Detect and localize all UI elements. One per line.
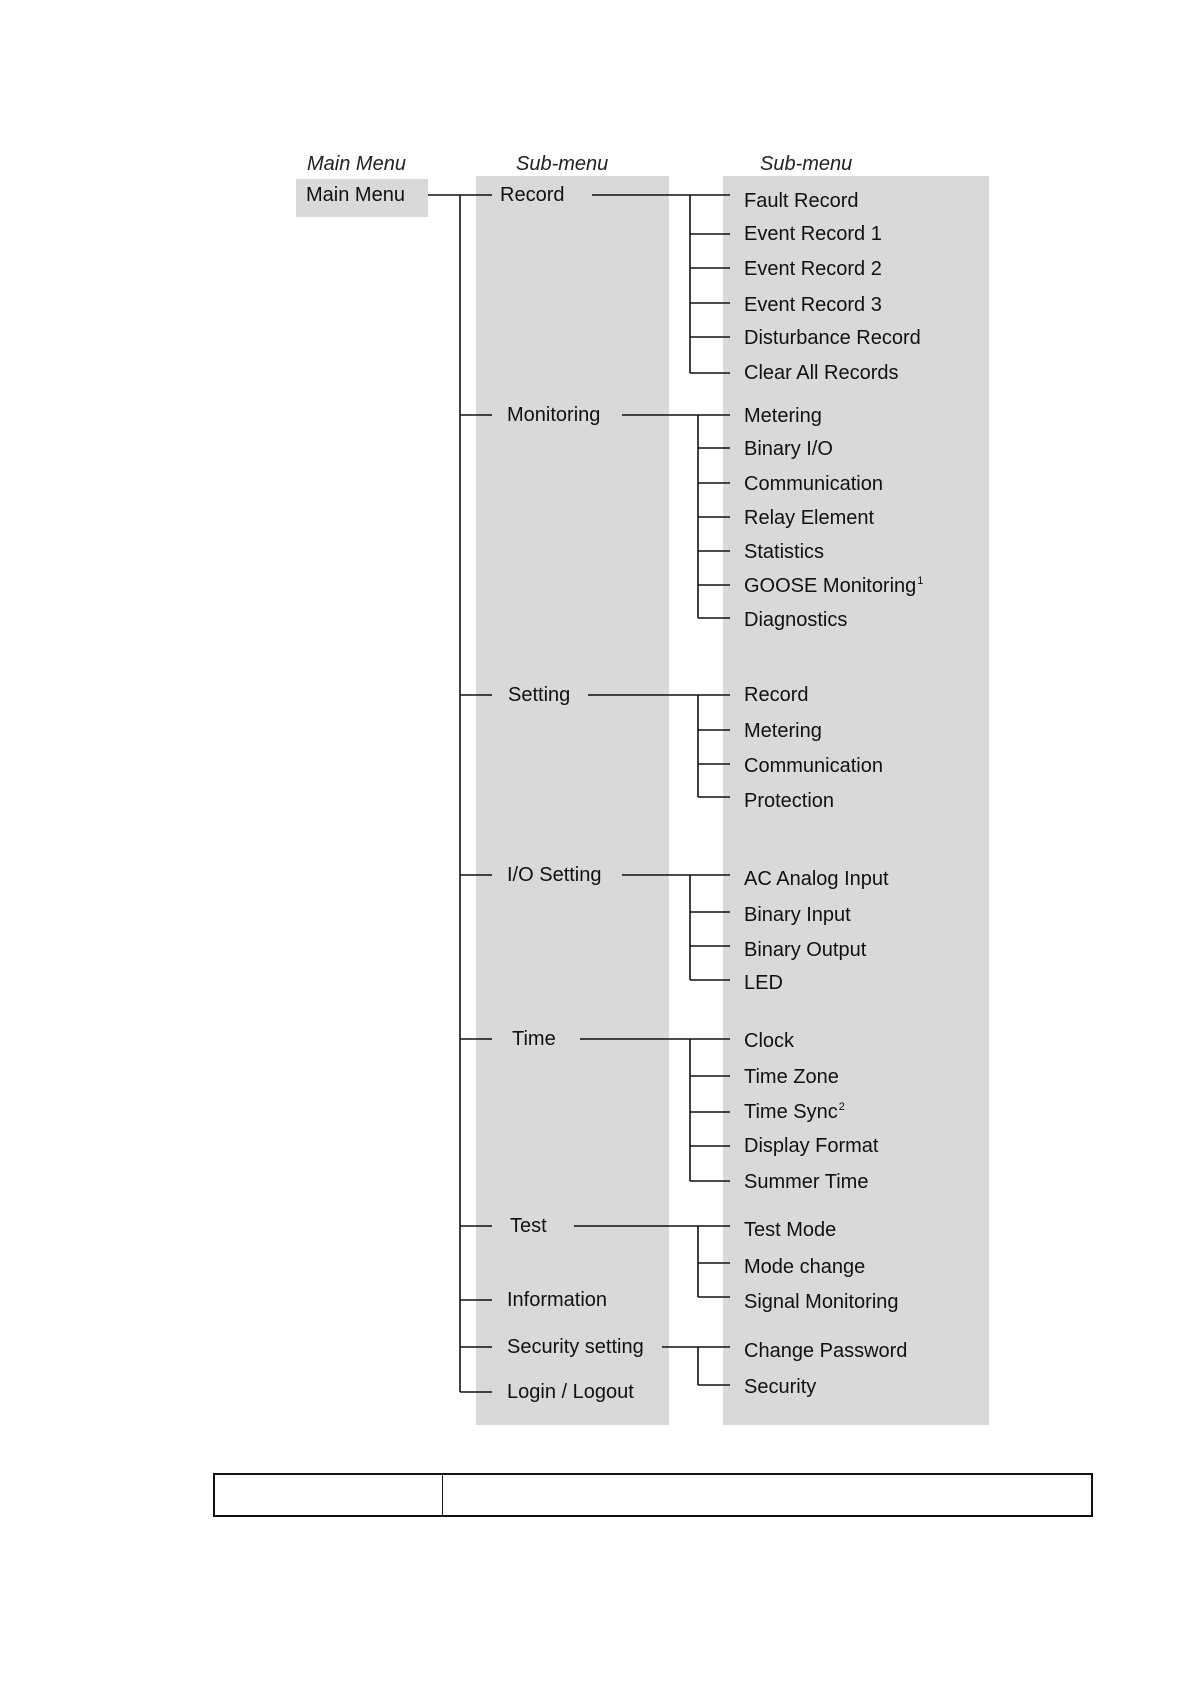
menu-item-time[interactable]: Time [512, 1028, 556, 1050]
caption-table-cell-right [443, 1475, 1091, 1515]
submenu-item-binary-input[interactable]: Binary Input [744, 904, 851, 926]
main-menu-root[interactable]: Main Menu [306, 184, 405, 206]
submenu-item-ac-analog-input[interactable]: AC Analog Input [744, 868, 889, 890]
menu-item-io-setting[interactable]: I/O Setting [507, 864, 602, 886]
menu-item-test[interactable]: Test [510, 1215, 547, 1237]
time-sync-label: Time Sync [744, 1101, 838, 1123]
submenu-item-summer-time[interactable]: Summer Time [744, 1171, 869, 1193]
submenu-item-led[interactable]: LED [744, 972, 783, 994]
submenu-item-setting-record[interactable]: Record [744, 684, 809, 706]
submenu-item-test-mode[interactable]: Test Mode [744, 1219, 837, 1241]
submenu-item-signal-monitoring[interactable]: Signal Monitoring [744, 1291, 899, 1313]
submenu-item-binary-output[interactable]: Binary Output [744, 939, 867, 961]
submenu-item-event-record-2[interactable]: Event Record 2 [744, 258, 882, 280]
submenu-item-time-zone[interactable]: Time Zone [744, 1066, 839, 1088]
submenu-item-setting-communication[interactable]: Communication [744, 755, 883, 777]
submenu-item-security[interactable]: Security [744, 1376, 817, 1398]
menu-item-record[interactable]: Record [500, 184, 565, 206]
footnote-marker-1: 1 [917, 575, 924, 588]
submenu-item-disturbance-record[interactable]: Disturbance Record [744, 327, 921, 349]
submenu-item-time-sync[interactable] [744, 1100, 845, 1124]
submenu-item-diagnostics[interactable]: Diagnostics [744, 609, 848, 631]
submenu-item-setting-metering[interactable]: Metering [744, 720, 822, 742]
submenu-item-binary-io[interactable]: Binary I/O [744, 438, 833, 460]
submenu-item-change-password[interactable]: Change Password [744, 1340, 908, 1362]
submenu-item-event-record-1[interactable]: Event Record 1 [744, 223, 882, 245]
submenu-item-event-record-3[interactable]: Event Record 3 [744, 294, 882, 316]
submenu-item-protection[interactable]: Protection [744, 790, 835, 812]
submenu-item-clock[interactable]: Clock [744, 1030, 795, 1052]
menu-item-security-setting[interactable]: Security setting [507, 1336, 644, 1358]
menu-item-monitoring[interactable]: Monitoring [507, 404, 601, 426]
submenu-item-display-format[interactable]: Display Format [744, 1135, 879, 1157]
submenu-item-clear-all-records[interactable]: Clear All Records [744, 362, 899, 384]
menu-item-information[interactable]: Information [507, 1289, 608, 1311]
goose-monitoring-label: GOOSE Monitoring [744, 575, 917, 597]
main-menu-column-header: Main Menu [307, 153, 406, 175]
caption-table [213, 1473, 1093, 1517]
footnote-marker-2: 2 [838, 1101, 845, 1114]
menu-item-login-logout[interactable]: Login / Logout [507, 1381, 634, 1403]
submenu-item-fault-record[interactable]: Fault Record [744, 190, 859, 212]
submenu-column-header-2: Sub-menu [760, 153, 853, 175]
submenu-item-mode-change[interactable]: Mode change [744, 1256, 866, 1278]
menu-item-setting[interactable]: Setting [508, 684, 571, 706]
submenu-item-metering[interactable]: Metering [744, 405, 822, 427]
submenu-item-communication[interactable]: Communication [744, 473, 883, 495]
submenu-column-header-1: Sub-menu [516, 153, 609, 175]
submenu-item-relay-element[interactable]: Relay Element [744, 507, 875, 529]
submenu-item-statistics[interactable]: Statistics [744, 541, 825, 563]
caption-table-cell-left [215, 1475, 443, 1515]
submenu-item-goose-monitoring[interactable] [744, 574, 923, 598]
